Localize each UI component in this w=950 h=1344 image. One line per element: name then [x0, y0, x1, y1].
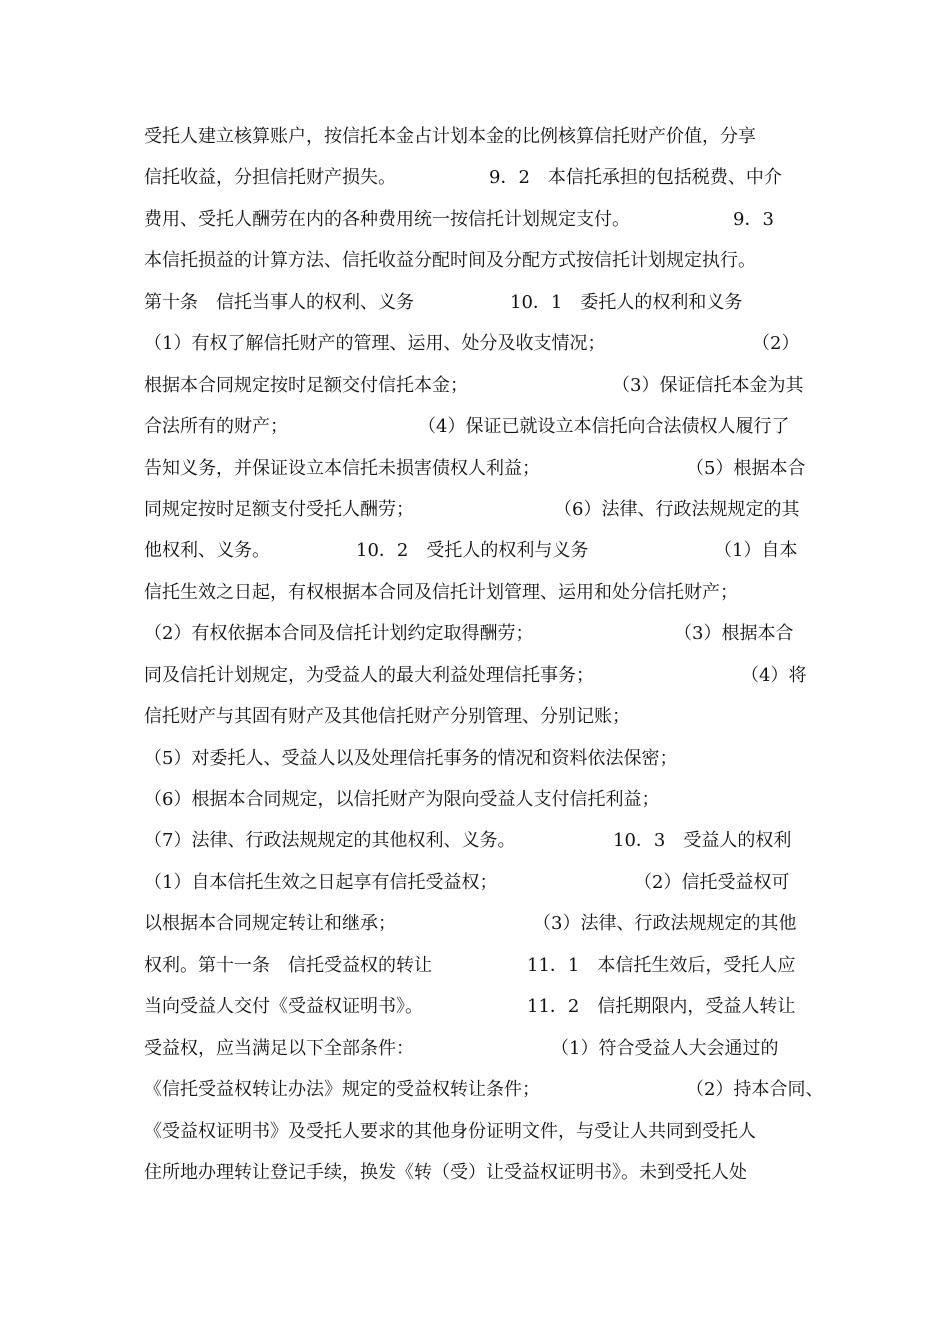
text-segment: 同及信托计划规定，为受益人的最大利益处理信托事务； [144, 664, 594, 686]
text-line [0, 696, 950, 737]
text-line [0, 903, 950, 944]
text-segment: 信托生效之日起，有权根据本合同及信托计划管理、运用和处分信托财产； [144, 581, 738, 603]
text-segment: 本信托损益的计算方法、信托收益分配时间及分配方式按信托计划规定执行。 [144, 250, 756, 272]
text-segment: 9．2 本信托承担的包括税费、中介 [489, 167, 782, 189]
text-segment: 当向受益人交付《受益权证明书》。 [144, 996, 423, 1018]
text-segment: 他权利、义务。 [144, 540, 270, 562]
text-line [0, 613, 950, 654]
text-segment: （1）自本信托生效之日起享有信托受益权； [144, 871, 498, 893]
text-segment: （3）根据本合 [674, 623, 794, 645]
text-segment: （6）根据本合同规定，以信托财产为限向受益人支付信托利益； [144, 789, 660, 810]
text-line [0, 1111, 950, 1152]
text-segment: 11．1 本信托生效后，受托人应 [527, 954, 796, 976]
text-segment: 根据本合同规定按时足额交付信托本金； [144, 374, 468, 396]
text-segment: （1）有权了解信托财产的管理、运用、处分及收支情况； [144, 333, 606, 355]
text-line [0, 448, 950, 489]
text-segment: （4）将 [741, 664, 807, 686]
text-line [0, 199, 950, 240]
text-segment: 权利。第十一条 信托受益权的转让 [144, 954, 432, 976]
text-segment: 信托收益，分担信托财产损失。 [144, 167, 396, 189]
text-line [0, 116, 950, 157]
text-segment: 10．2 受托人的权利与义务 [356, 540, 589, 562]
text-segment: （2）信托受益权可 [634, 871, 790, 893]
text-segment: （2）持本合同、 [686, 1079, 824, 1101]
text-line [0, 489, 950, 530]
text-line [0, 530, 950, 571]
text-segment: （4）保证已就设立本信托向合法债权人履行了 [418, 416, 790, 438]
text-segment: （2）有权依据本合同及信托计划约定取得酬劳； [144, 623, 534, 645]
text-line [0, 862, 950, 903]
text-segment: （3）法律、行政法规规定的其他 [533, 913, 797, 935]
text-segment: 信托财产与其固有财产及其他信托财产分别管理、分别记账； [144, 706, 630, 728]
text-segment: 受托人建立核算账户，按信托本金占计划本金的比例核算信托财产价值，分享 [144, 126, 756, 147]
text-segment: （2） [752, 333, 800, 355]
text-line [0, 157, 950, 198]
text-segment: （6）法律、行政法规规定的其 [554, 498, 800, 520]
text-segment: 告知义务，并保证设立本信托未损害债权人利益； [144, 457, 540, 479]
text-segment: 9．3 [733, 208, 774, 230]
text-line [0, 323, 950, 364]
text-segment: 10．1 委托人的权利和义务 [510, 291, 743, 313]
text-segment: 第十条 信托当事人的权利、义务 [144, 291, 414, 313]
text-line [0, 945, 950, 986]
text-line [0, 406, 950, 447]
text-segment: （1）自本 [714, 540, 798, 562]
text-line [0, 738, 950, 779]
text-line [0, 1069, 950, 1110]
text-line [0, 820, 950, 861]
text-line [0, 572, 950, 613]
text-segment: 11．2 信托期限内，受益人转让 [527, 996, 796, 1018]
text-line [0, 779, 950, 820]
text-segment: 《信托受益权转让办法》规定的受益权转让条件； [144, 1079, 540, 1101]
text-segment: （7）法律、行政法规规定的其他权利、义务。 [144, 830, 516, 852]
text-line [0, 1152, 950, 1193]
text-segment: （5）根据本合 [686, 457, 806, 479]
text-segment: 同规定按时足额支付受托人酬劳； [144, 498, 414, 520]
text-segment: 以根据本合同规定转让和继承； [144, 913, 396, 935]
text-segment: （5）对委托人、受益人以及处理信托事务的情况和资料依法保密； [144, 747, 678, 769]
text-line [0, 1028, 950, 1069]
text-segment: 受益权，应当满足以下全部条件： [144, 1037, 414, 1059]
text-line [0, 282, 950, 323]
text-segment: 合法所有的财产； [144, 416, 288, 438]
text-line [0, 365, 950, 406]
text-segment: 10．3 受益人的权利 [613, 830, 792, 852]
text-segment: 《受益权证明书》及受托人要求的其他身份证明文件，与受让人共同到受托人 [144, 1120, 756, 1142]
document-body [0, 116, 950, 1193]
text-segment: 费用、受托人酬劳在内的各种费用统一按信托计划规定支付。 [144, 208, 630, 230]
text-line [0, 655, 950, 696]
text-line [0, 240, 950, 281]
text-segment: （1）符合受益人大会通过的 [551, 1037, 779, 1059]
text-segment: （3）保证信托本金为其 [612, 374, 804, 396]
text-segment: 住所地办理转让登记手续，换发《转（受）让受益权证明书》。未到受托人处 [144, 1161, 747, 1183]
text-line [0, 986, 950, 1027]
